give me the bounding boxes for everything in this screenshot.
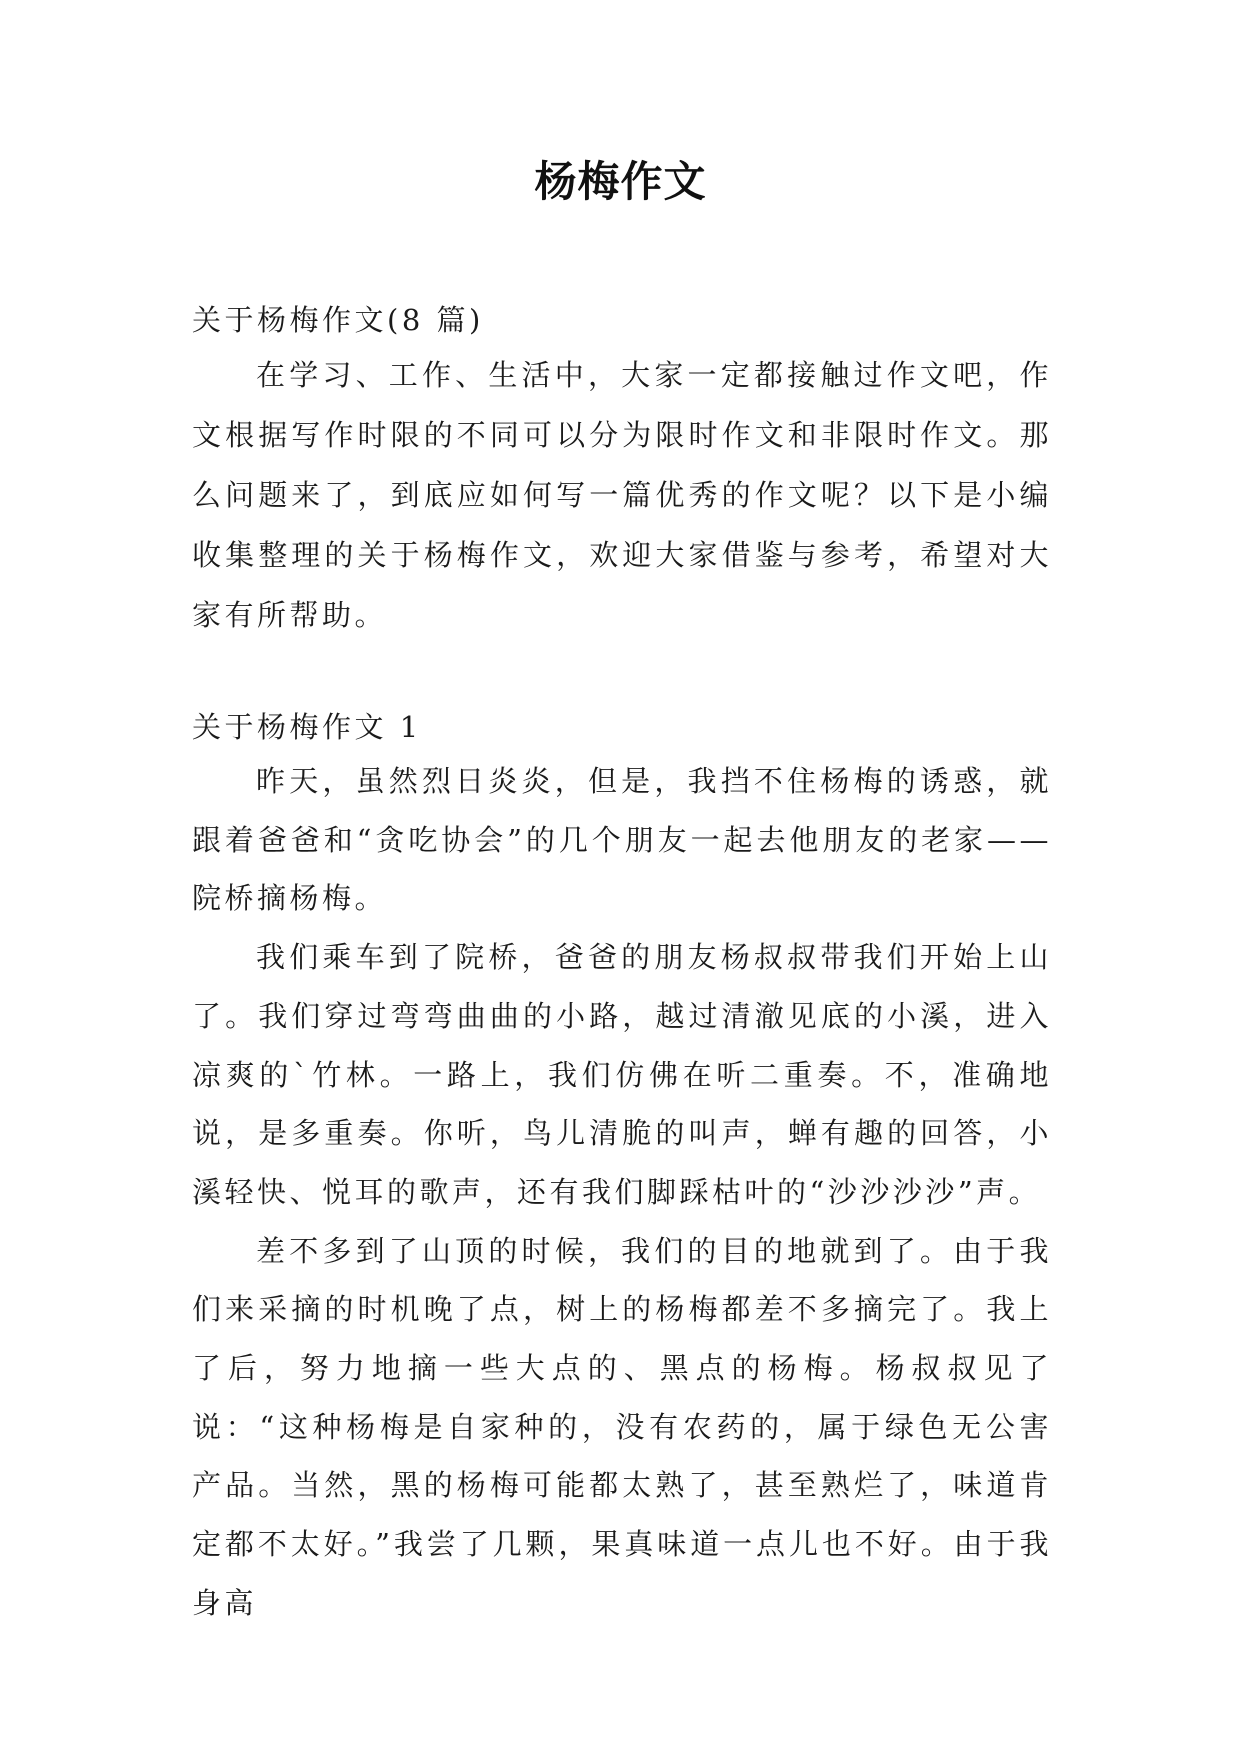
document-subtitle: 关于杨梅作文(8 篇) (192, 303, 484, 337)
document-title: 杨梅作文 (534, 157, 707, 206)
section-1-paragraph: 昨天，虽然烈日炎炎，但是，我挡不住杨梅的诱惑，就跟着爸爸和“贪吃协会”的几个朋友一起去他朋友的老家——院桥摘杨梅。 (192, 764, 1052, 916)
section-1-paragraph: 我们乘车到了院桥，爸爸的朋友杨叔叔带我们开始上山了。我们穿过弯弯曲曲的小路，越过清澈见底的小溪，进入凉爽的`竹林。一路上，我们仿佛在听二重奏。不，准确地说，是多重奏。你听，鸟儿清脆的叫声，蝉有趣的回答，小溪轻快、悦耳的歌声，还有我们脚踩枯叶的“沙沙沙沙”声。 (192, 940, 1052, 1209)
section-1-paragraph: 差不多到了山顶的时候，我们的目的地就到了。由于我们来采摘的时机晚了点，树上的杨梅都差不多摘完了。我上了后，努力地摘一些大点的、黑点的杨梅。杨叔叔见了说：“这种杨梅是自家种的，没有农药的，属于绿色无公害产品。当然，黑的杨梅可能都太熟了，甚至熟烂了，味道肯定都不太好。”我尝了几颗，果真味道一点儿也不好。由于我身高 (192, 1233, 1052, 1620)
section-1-body (192, 752, 1052, 1633)
section-1-heading: 关于杨梅作文 1 (192, 710, 422, 744)
intro-paragraph: 在学习、工作、生活中，大家一定都接触过作文吧，作文根据写作时限的不同可以分为限时作文和非限时作文。那么问题来了，到底应如何写一篇优秀的作文呢？以下是小编收集整理的关于杨梅作文，欢迎大家借鉴与参考，希望对大家有所帮助。 (192, 358, 1052, 632)
